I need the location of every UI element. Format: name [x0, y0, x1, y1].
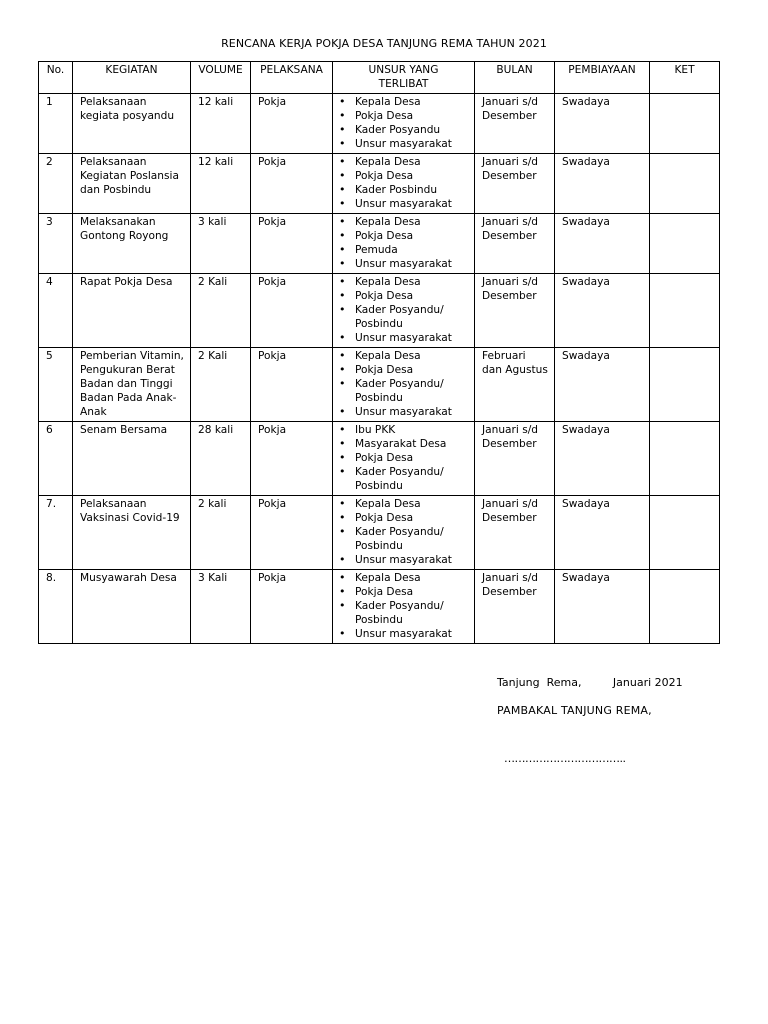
- cell-bulan: Januari s/d Desember: [475, 214, 555, 274]
- cell-pembiayaan: Swadaya: [555, 214, 650, 274]
- involved-item: • Kepala Desa: [335, 155, 468, 169]
- table-row: [39, 496, 720, 570]
- cell-kegiatan: Musyawarah Desa: [73, 570, 191, 644]
- cell-kegiatan: Pemberian Vitamin, Pengukuran Berat Badan dan Tinggi Badan Pada Anak-Anak: [73, 348, 191, 422]
- involved-item: • Unsur masyarakat: [335, 553, 468, 567]
- header-ket: KET: [650, 62, 720, 94]
- table-header-row: [39, 62, 720, 94]
- cell-bulan: Januari s/d Desember: [475, 570, 555, 644]
- cell-bulan: Januari s/d Desember: [475, 274, 555, 348]
- cell-volume: 3 Kali: [191, 570, 251, 644]
- cell-pelaksana: Pokja: [251, 94, 333, 154]
- cell-volume: 2 Kali: [191, 274, 251, 348]
- cell-ket: [650, 422, 720, 496]
- involved-item: • Unsur masyarakat: [335, 331, 468, 345]
- involved-list: [335, 497, 468, 567]
- involved-item: • Kepala Desa: [335, 571, 468, 585]
- cell-pembiayaan: Swadaya: [555, 154, 650, 214]
- involved-item: • Kader Posyandu/ Posbindu: [335, 377, 468, 405]
- involved-item: • Unsur masyarakat: [335, 257, 468, 271]
- cell-ket: [650, 274, 720, 348]
- involved-item: • Pokja Desa: [335, 511, 468, 525]
- cell-pelaksana: Pokja: [251, 422, 333, 496]
- cell-pelaksana: Pokja: [251, 274, 333, 348]
- cell-volume: 2 Kali: [191, 348, 251, 422]
- cell-kegiatan: Rapat Pokja Desa: [73, 274, 191, 348]
- cell-pelaksana: Pokja: [251, 214, 333, 274]
- cell-volume: 12 kali: [191, 154, 251, 214]
- involved-item: • Pokja Desa: [335, 451, 468, 465]
- cell-no: 1: [39, 94, 73, 154]
- cell-pembiayaan: Swadaya: [555, 496, 650, 570]
- cell-ket: [650, 570, 720, 644]
- cell-no: 3: [39, 214, 73, 274]
- cell-ket: [650, 94, 720, 154]
- involved-item: • Kepala Desa: [335, 275, 468, 289]
- cell-unsur: [333, 214, 475, 274]
- cell-kegiatan: Pelaksanaan Vaksinasi Covid-19: [73, 496, 191, 570]
- involved-item: • Pokja Desa: [335, 109, 468, 123]
- table-row: [39, 274, 720, 348]
- header-bulan: BULAN: [475, 62, 555, 94]
- cell-pembiayaan: Swadaya: [555, 570, 650, 644]
- involved-list: [335, 95, 468, 151]
- cell-no: 5: [39, 348, 73, 422]
- cell-pelaksana: Pokja: [251, 570, 333, 644]
- cell-ket: [650, 154, 720, 214]
- cell-unsur: [333, 348, 475, 422]
- involved-list: [335, 423, 468, 493]
- cell-no: 2: [39, 154, 73, 214]
- cell-unsur: [333, 274, 475, 348]
- cell-unsur: [333, 154, 475, 214]
- table-row: [39, 570, 720, 644]
- cell-pembiayaan: Swadaya: [555, 348, 650, 422]
- involved-item: • Kepala Desa: [335, 95, 468, 109]
- involved-item: • Pokja Desa: [335, 363, 468, 377]
- cell-volume: 3 kali: [191, 214, 251, 274]
- involved-item: • Kader Posyandu/ Posbindu: [335, 465, 468, 493]
- involved-item: • Kepala Desa: [335, 349, 468, 363]
- involved-item: • Kader Posyandu: [335, 123, 468, 137]
- cell-bulan: Januari s/d Desember: [475, 154, 555, 214]
- header-volume: VOLUME: [191, 62, 251, 94]
- involved-item: • Unsur masyarakat: [335, 627, 468, 641]
- cell-pembiayaan: Swadaya: [555, 274, 650, 348]
- involved-item: • Kepala Desa: [335, 215, 468, 229]
- signature-line: ……………………………..: [504, 752, 626, 765]
- involved-item: • Masyarakat Desa: [335, 437, 468, 451]
- table-row: [39, 348, 720, 422]
- cell-volume: 28 kali: [191, 422, 251, 496]
- cell-bulan: Januari s/d Desember: [475, 94, 555, 154]
- cell-no: 4: [39, 274, 73, 348]
- header-pelaksana: PELAKSANA: [251, 62, 333, 94]
- involved-item: • Kader Posyandu/ Posbindu: [335, 303, 468, 331]
- table-row: [39, 422, 720, 496]
- involved-item: • Pokja Desa: [335, 229, 468, 243]
- cell-no: 8.: [39, 570, 73, 644]
- cell-ket: [650, 348, 720, 422]
- involved-item: • Kader Posbindu: [335, 183, 468, 197]
- table-row: [39, 154, 720, 214]
- involved-item: • Pokja Desa: [335, 585, 468, 599]
- cell-kegiatan: Melaksanakan Gontong Royong: [73, 214, 191, 274]
- cell-unsur: [333, 496, 475, 570]
- cell-no: 6: [39, 422, 73, 496]
- cell-kegiatan: Pelaksanaan Kegiatan Poslansia dan Posbindu: [73, 154, 191, 214]
- header-kegiatan: KEGIATAN: [73, 62, 191, 94]
- place-date: Tanjung Rema, Januari 2021: [497, 676, 683, 689]
- header-no: No.: [39, 62, 73, 94]
- cell-bulan: Januari s/d Desember: [475, 422, 555, 496]
- cell-no: 7.: [39, 496, 73, 570]
- involved-list: [335, 215, 468, 271]
- cell-volume: 12 kali: [191, 94, 251, 154]
- involved-item: • Kepala Desa: [335, 497, 468, 511]
- cell-unsur: [333, 422, 475, 496]
- involved-item: • Unsur masyarakat: [335, 197, 468, 211]
- header-unsur: UNSUR YANG TERLIBAT: [333, 62, 475, 94]
- involved-item: • Pokja Desa: [335, 169, 468, 183]
- cell-pelaksana: Pokja: [251, 348, 333, 422]
- involved-item: • Unsur masyarakat: [335, 405, 468, 419]
- cell-volume: 2 kali: [191, 496, 251, 570]
- cell-kegiatan: Pelaksanaan kegiata posyandu: [73, 94, 191, 154]
- cell-ket: [650, 496, 720, 570]
- cell-unsur: [333, 94, 475, 154]
- cell-ket: [650, 214, 720, 274]
- cell-pembiayaan: Swadaya: [555, 422, 650, 496]
- cell-pembiayaan: Swadaya: [555, 94, 650, 154]
- header-pembiayaan: PEMBIAYAAN: [555, 62, 650, 94]
- involved-list: [335, 349, 468, 419]
- cell-bulan: Januari s/d Desember: [475, 496, 555, 570]
- involved-item: • Kader Posyandu/ Posbindu: [335, 599, 468, 627]
- cell-unsur: [333, 570, 475, 644]
- involved-list: [335, 571, 468, 641]
- table-row: [39, 94, 720, 154]
- signer-title: PAMBAKAL TANJUNG REMA,: [497, 704, 652, 717]
- cell-pelaksana: Pokja: [251, 154, 333, 214]
- involved-item: • Pemuda: [335, 243, 468, 257]
- document-title: RENCANA KERJA POKJA DESA TANJUNG REMA TAHUN 2021: [221, 37, 547, 50]
- involved-list: [335, 275, 468, 345]
- cell-kegiatan: Senam Bersama: [73, 422, 191, 496]
- cell-bulan: Februari dan Agustus: [475, 348, 555, 422]
- table-row: [39, 214, 720, 274]
- involved-item: • Ibu PKK: [335, 423, 468, 437]
- work-plan-table: [38, 61, 720, 644]
- cell-pelaksana: Pokja: [251, 496, 333, 570]
- involved-item: • Kader Posyandu/ Posbindu: [335, 525, 468, 553]
- involved-item: • Pokja Desa: [335, 289, 468, 303]
- involved-item: • Unsur masyarakat: [335, 137, 468, 151]
- involved-list: [335, 155, 468, 211]
